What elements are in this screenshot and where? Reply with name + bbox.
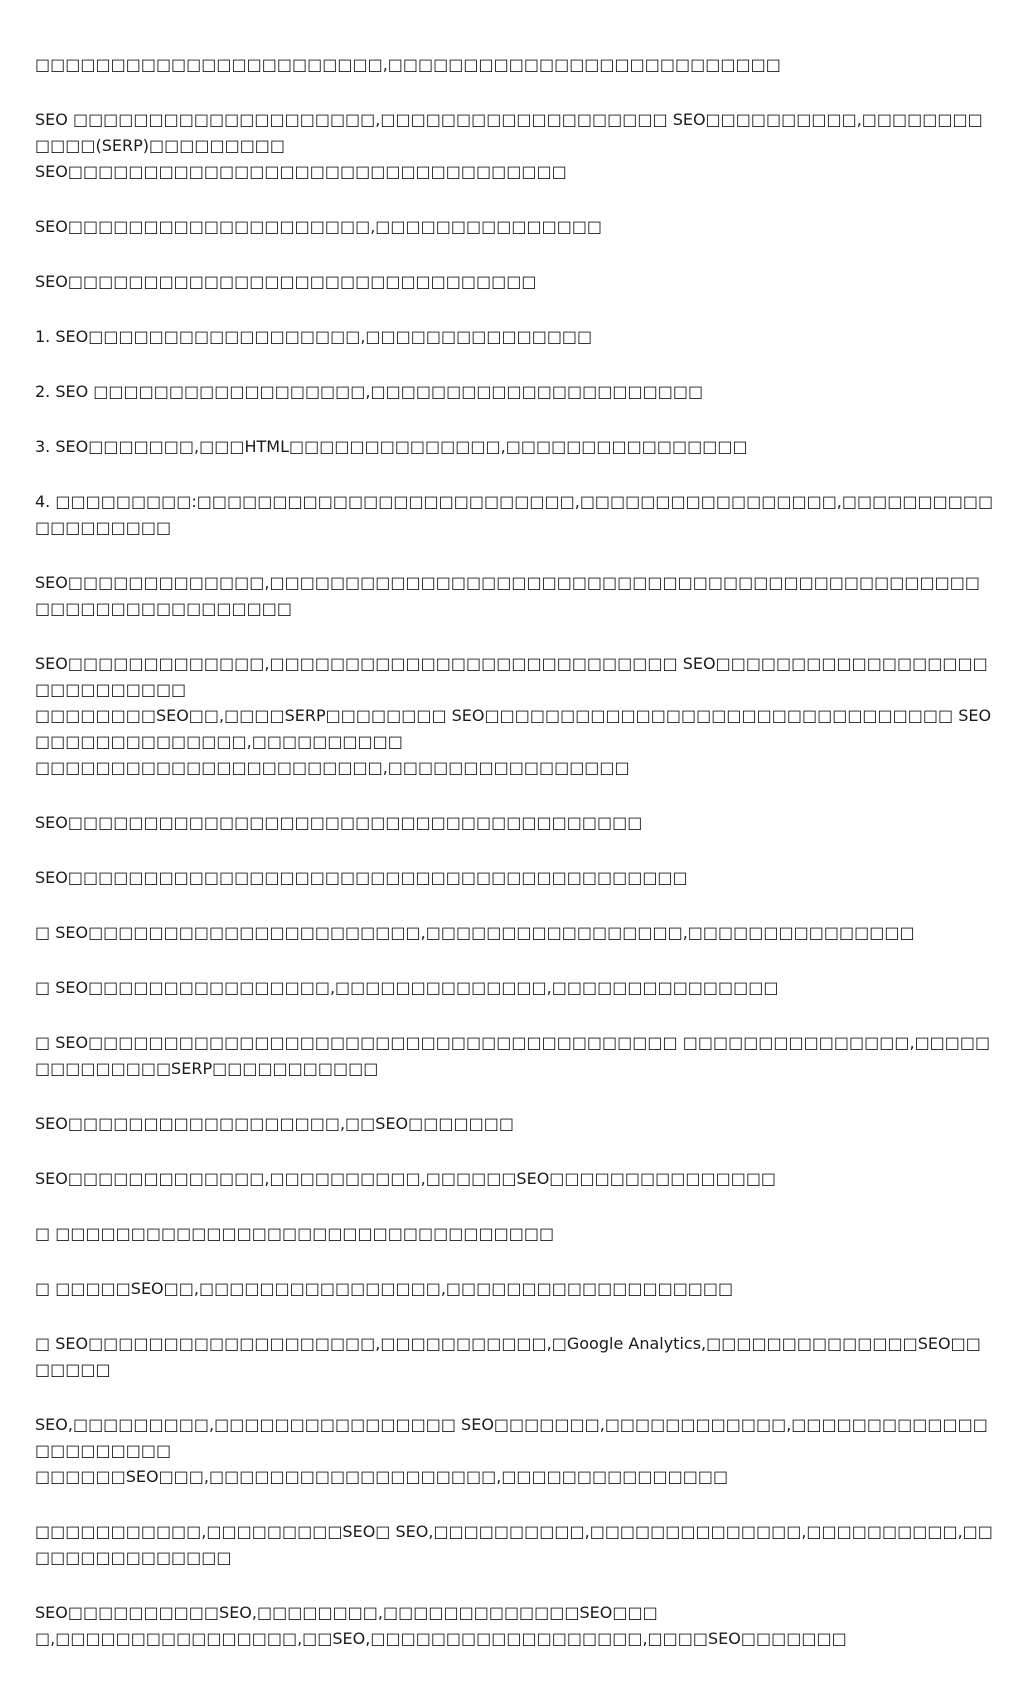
paragraph-2: SEO □□□□□□□□□□□□□□□□□□□□,□□□□□□□□□□□□□□□□□□□ SEO□□□□□□□□□□,□□□□□□□□□□□□(SERP)□□□□□□□□□ SEO□□□□□□□□□□□□□□□□□□□□□□□□□□□□□□□□□ xyxy=(35,110,983,181)
list-item-3: 3. SEO□□□□□□□,□□□HTML□□□□□□□□□□□□□□,□□□□□□□□□□□□□□□□ xyxy=(35,437,748,456)
list-item-4: 4. □□□□□□□□□:□□□□□□□□□□□□□□□□□□□□□□□□□,□□□□□□□□□□□□□□□□□,□□□□□□□□□□□□□□□□□□□ xyxy=(35,492,994,537)
bullet-item-1: □ SEO□□□□□□□□□□□□□□□□□□□□□□,□□□□□□□□□□□□□□□□□,□□□□□□□□□□□□□□□ xyxy=(35,923,915,942)
bullet-item-2: □ SEO□□□□□□□□□□□□□□□□,□□□□□□□□□□□□□□,□□□□□□□□□□□□□□□ xyxy=(35,978,779,997)
bullet-item-4: □ □□□□□□□□□□□□□□□□□□□□□□□□□□□□□□□□□ xyxy=(35,1224,555,1243)
paragraph-22: □□□□□□□□□□□,□□□□□□□□□SEO□ SEO,□□□□□□□□□□,□□□□□□□□□□□□□□,□□□□□□□□□□,□□□□□□□□□□□□□□□ xyxy=(35,1522,993,1567)
paragraph-9: SEO□□□□□□□□□□□□□,□□□□□□□□□□□□□□□□□□□□□□□□□□□□□□□□□□□□□□□□□□□□□□□□□□□□□□□□□□□□□□□□ xyxy=(35,573,980,618)
bullet-item-6: □ SEO□□□□□□□□□□□□□□□□□□□,□□□□□□□□□□□,□Google Analytics,□□□□□□□□□□□□□□SEO□□□□□□□ xyxy=(35,1334,981,1379)
list-item-1: 1. SEO□□□□□□□□□□□□□□□□□□,□□□□□□□□□□□□□□□ xyxy=(35,327,593,346)
paragraph-17: SEO□□□□□□□□□□□□□,□□□□□□□□□□,□□□□□□SEO□□□□□□□□□□□□□□□ xyxy=(35,1169,777,1188)
paragraph-11: SEO□□□□□□□□□□□□□□□□□□□□□□□□□□□□□□□□□□□□□□ xyxy=(35,813,643,832)
paragraph-12: SEO□□□□□□□□□□□□□□□□□□□□□□□□□□□□□□□□□□□□□□□□□ xyxy=(35,868,688,887)
paragraph-10: SEO□□□□□□□□□□□□□,□□□□□□□□□□□□□□□□□□□□□□□□□□□ SEO□□□□□□□□□□□□□□□□□□□□□□□□□□□□ □□□□□□□□SEO□□,□□□□SERP□□□□□□□□ SEO□□□□□□□□□□□□□□□□□□□□□□□□□□□□□□□ SEO□□□□□□□□□□□□□□,□□□□□□□□□□ □□□□□□□□□□□□□□□□□□□□□□□,□□□□□□□□□□□□□□□□ xyxy=(35,654,992,777)
paragraph-16: SEO□□□□□□□□□□□□□□□□□□,□□SEO□□□□□□□ xyxy=(35,1114,514,1133)
paragraph-23: SEO□□□□□□□□□□SEO,□□□□□□□□,□□□□□□□□□□□□□SEO□□□ □,□□□□□□□□□□□□□□□□,□□SEO,□□□□□□□□□□□□□□□□□□,□□□□SEO□□□□□□□ xyxy=(35,1603,847,1648)
paragraph-4: SEO□□□□□□□□□□□□□□□□□□□□□□□□□□□□□□□ xyxy=(35,272,537,291)
paragraph-3: SEO□□□□□□□□□□□□□□□□□□□□,□□□□□□□□□□□□□□□ xyxy=(35,217,603,236)
list-item-2: 2. SEO □□□□□□□□□□□□□□□□□□,□□□□□□□□□□□□□□□□□□□□□□ xyxy=(35,382,704,401)
paragraph-1: □□□□□□□□□□□□□□□□□□□□□□□,□□□□□□□□□□□□□□□□□□□□□□□□□□ xyxy=(35,55,781,74)
bullet-item-5: □ □□□□□SEO□□,□□□□□□□□□□□□□□□□,□□□□□□□□□□□□□□□□□□□ xyxy=(35,1279,734,1298)
paragraph-21: SEO,□□□□□□□□□,□□□□□□□□□□□□□□□□ SEO□□□□□□□,□□□□□□□□□□□□,□□□□□□□□□□□□□□□□□□□□□□ □□□□□□SEO□□□,□□□□□□□□□□□□□□□□□□□,□□□□□□□□□□□□□□□ xyxy=(35,1415,988,1486)
bullet-item-3: □ SEO□□□□□□□□□□□□□□□□□□□□□□□□□□□□□□□□□□□□□□□ □□□□□□□□□□□□□□□,□□□□□□□□□□□□□□SERP□□□□□□□□□□□ xyxy=(35,1033,991,1078)
document-body xyxy=(35,52,995,1681)
